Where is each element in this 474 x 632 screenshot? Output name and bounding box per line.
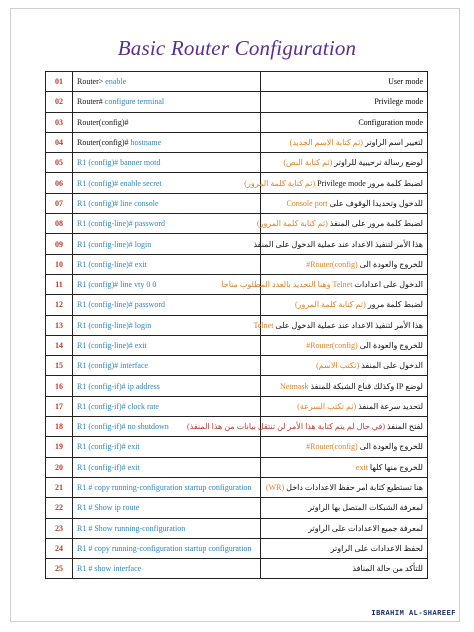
description-text: للخروج والعودة الى: [359, 442, 423, 452]
row-number: 18: [46, 417, 73, 437]
table-row: [46, 72, 428, 92]
description-note: (ثم كتابة النص): [283, 158, 333, 168]
command-prompt: R1 (config-line)#: [77, 320, 133, 330]
description-note: (تكتب الاسم): [316, 361, 360, 371]
table-row: [46, 315, 428, 335]
command-text: copy running-configuration startup configuration: [92, 483, 252, 493]
description-note: (ثم كتابة الاسم الجديد): [289, 138, 363, 148]
description-text: للخروج والعودة الى: [359, 341, 423, 350]
row-number: 17: [46, 396, 73, 416]
command-text: banner motd: [118, 158, 161, 168]
table-row: [46, 112, 428, 132]
description-note: (ثم كتابة كلمة المرور): [256, 219, 328, 229]
command-text: enable secret: [118, 178, 162, 188]
description-text: لضبط كلمة مرور: [367, 300, 423, 310]
command-cell: [73, 376, 261, 396]
description-cell: [256, 214, 428, 234]
command-text: exit: [125, 442, 140, 452]
command-prompt: R1 (config-line)#: [77, 239, 133, 249]
description-text: لتحديد سرعة المنفذ: [358, 401, 423, 411]
command-cell: [73, 193, 261, 213]
table-row: [46, 153, 428, 173]
row-number: 10: [46, 254, 73, 274]
command-prompt: R1 #: [77, 483, 93, 493]
command-text: no shutdown: [125, 422, 169, 432]
command-cell: [73, 173, 261, 193]
command-text: password: [132, 219, 165, 229]
description-cell: Configuration mode: [261, 112, 428, 132]
description-text: هنا تستطيع كتابة امر حفظ الاعدادات داخل: [286, 483, 423, 493]
command-prompt: R1 #: [77, 564, 93, 574]
description-note: (ثم كتابة كلمة المرور): [294, 300, 366, 310]
table-row: [46, 457, 428, 477]
command-prompt: R1 (config-line)#: [77, 300, 133, 310]
description-cell: Privilege mode: [261, 92, 428, 112]
table-row: [46, 274, 428, 294]
command-prompt: R1 (config-if)#: [77, 442, 126, 452]
description-cell: [261, 376, 428, 396]
command-cell: [73, 457, 261, 477]
description-note: (في حال لم يتم كتابة هذا الأمر لن تنتقل بيانات من هذا المنفذ): [187, 422, 385, 432]
description-cell: [244, 173, 428, 193]
command-table: [45, 71, 428, 579]
command-prompt: R1 #: [77, 543, 93, 553]
table-row: [46, 92, 428, 112]
table-row: [46, 254, 428, 274]
row-number: 20: [46, 457, 73, 477]
table-row: [46, 498, 428, 518]
command-prompt: R1 (config-if)#: [77, 462, 126, 472]
row-number: 14: [46, 335, 73, 355]
description-cell: [261, 457, 428, 477]
table-row: [46, 132, 428, 152]
description-text: للخروج والعودة الى: [359, 259, 423, 269]
command-prompt: R1 (config)#: [77, 158, 119, 168]
row-number: 21: [46, 477, 73, 497]
table-row: [46, 417, 428, 437]
description-cell: [253, 315, 428, 335]
command-prompt: R1 (config-line)#: [77, 259, 133, 269]
command-cell: [73, 234, 261, 254]
command-cell: [73, 396, 261, 416]
command-cell: [73, 214, 261, 234]
command-prompt: R1 (config-line)#: [77, 341, 133, 350]
command-text: password: [132, 300, 165, 310]
row-number: 01: [46, 72, 73, 92]
description-text: لوضع IP وكذلك قناع الشبكة للمنفذ: [310, 381, 423, 391]
page-title: Basic Router Configuration: [117, 36, 357, 60]
command-cell: [73, 132, 261, 152]
description-text: لوضع رسالة ترحيبية للراوتر: [334, 158, 423, 168]
command-cell: [73, 437, 261, 457]
command-text: login: [132, 239, 152, 249]
description-cell: [261, 295, 428, 315]
command-cell: [73, 335, 261, 355]
command-cell: [73, 295, 261, 315]
author-signature: IBRAHIM AL-SHAREEF: [371, 610, 456, 618]
description-note: (WR): [265, 483, 285, 493]
description-cell: [187, 417, 428, 437]
row-number: 02: [46, 92, 73, 112]
command-prompt: Router#: [77, 97, 103, 107]
description-note: (ثم كتابة كلمة المرور): [244, 178, 316, 188]
command-prompt: R1 (config)#: [77, 280, 119, 290]
description-cell: [261, 559, 428, 579]
description-cell: [261, 193, 428, 213]
description-note: Netmask: [280, 381, 309, 391]
description-cell: [261, 538, 428, 558]
row-number: 23: [46, 518, 73, 538]
command-prompt: R1 (config-if)#: [77, 422, 126, 432]
description-note: Router(config)#: [306, 442, 358, 452]
command-text: line vty 0 0: [118, 280, 157, 290]
row-number: 24: [46, 538, 73, 558]
row-number: 08: [46, 214, 73, 234]
command-cell: [73, 153, 261, 173]
command-prompt: Router(config)#: [77, 138, 129, 148]
row-number: 04: [46, 132, 73, 152]
command-cell: [73, 72, 261, 92]
command-prompt: R1 (config-line)#: [77, 219, 133, 229]
command-cell: [73, 559, 261, 579]
command-prompt: R1 (config-if)#: [77, 401, 126, 411]
row-number: 07: [46, 193, 73, 213]
description-cell: [261, 498, 428, 518]
command-cell: [73, 477, 261, 497]
table-row: [46, 477, 428, 497]
table-row: [46, 295, 428, 315]
command-cell: [73, 538, 261, 558]
description-text: لضبط كلمة مرور Privilege mode: [317, 178, 423, 188]
row-number: 19: [46, 437, 73, 457]
description-cell: User mode: [261, 72, 428, 92]
command-text: copy running-configuration startup configuration: [92, 543, 252, 553]
row-number: 12: [46, 295, 73, 315]
command-text: login: [132, 320, 152, 330]
command-text: Show running-configuration: [92, 523, 186, 533]
table-row: [46, 356, 428, 376]
description-text: الدخول على المنفذ: [361, 361, 423, 371]
description-cell: [253, 234, 428, 254]
description-text: لحفظ الاعدادات على الراوتر: [330, 543, 423, 553]
row-number: 09: [46, 234, 73, 254]
command-cell: [73, 498, 261, 518]
row-number: 16: [46, 376, 73, 396]
description-cell: [261, 437, 428, 457]
description-cell: [261, 518, 428, 538]
description-text: لضبط كلمة مرور على المنفذ: [329, 219, 423, 229]
table-row: [46, 437, 428, 457]
row-number: 05: [46, 153, 73, 173]
command-text: line console: [118, 198, 159, 208]
command-text: Show ip route: [92, 503, 140, 513]
description-note: Router(config)#: [306, 259, 358, 269]
description-text: هذا الأمر لتنفيذ الاعداد عند عملية الدخول على: [275, 320, 423, 330]
command-text: exit: [132, 341, 147, 350]
description-text: للدخول وتحديدا الوقوف على: [329, 198, 423, 208]
description-cell: [261, 254, 428, 274]
command-text: configure terminal: [102, 97, 165, 107]
command-cell: [73, 92, 261, 112]
description-cell: [261, 477, 428, 497]
table-row: [46, 518, 428, 538]
description-text: للخروج منها كلها: [369, 462, 423, 472]
command-cell: [73, 518, 261, 538]
command-text: interface: [118, 361, 149, 371]
description-cell: [261, 153, 428, 173]
command-text: enable: [103, 77, 127, 87]
description-text: لمعرفة الشبكات المتصل بها الراوتر: [308, 503, 423, 513]
description-cell: [261, 132, 428, 152]
command-text: exit: [132, 259, 147, 269]
table-row: [46, 193, 428, 213]
command-cell: [73, 112, 261, 132]
command-prompt: R1 (config)#: [77, 198, 119, 208]
table-row: [46, 234, 428, 254]
command-cell: [73, 315, 261, 335]
command-prompt: R1 (config)#: [77, 361, 119, 371]
table-row: [46, 559, 428, 579]
table-row: [46, 173, 428, 193]
command-prompt: Router>: [77, 77, 104, 87]
command-cell: [73, 356, 261, 376]
row-number: 03: [46, 112, 73, 132]
command-prompt: R1 (config-if)#: [77, 381, 126, 391]
description-text: للتأكد من حالة المنافذ: [352, 564, 423, 574]
command-text: hostname: [128, 138, 162, 148]
command-text: show interface: [92, 564, 142, 574]
description-cell: [261, 335, 428, 355]
description-note: Router(config)#: [306, 341, 358, 350]
command-prompt: R1 (config)#: [77, 178, 119, 188]
command-prompt: Router(config)#: [77, 117, 129, 127]
description-cell: [261, 396, 428, 416]
description-text: لفتح المنفذ: [386, 422, 423, 432]
description-note: Console port: [286, 198, 328, 208]
table-row: [46, 538, 428, 558]
description-cell: [221, 274, 428, 294]
table-row: [46, 214, 428, 234]
command-text: exit: [125, 462, 140, 472]
command-cell: [73, 254, 261, 274]
description-note: (ثم تكتب السرعة): [297, 401, 357, 411]
row-number: 25: [46, 559, 73, 579]
row-number: 11: [46, 274, 73, 294]
description-text: هذا الأمر لتنفيذ الاعداد عند عملية الدخول على المنفذ: [253, 239, 423, 249]
table-row: [46, 396, 428, 416]
row-number: 15: [46, 356, 73, 376]
table-row: [46, 335, 428, 355]
table-row: [46, 376, 428, 396]
command-text: clock rate: [125, 401, 159, 411]
description-text: لتغيير اسم الراوتر: [364, 138, 423, 148]
description-text: الدخول على اعدادات: [354, 280, 423, 290]
command-text: ip address: [125, 381, 160, 391]
row-number: 13: [46, 315, 73, 335]
description-note: exit: [355, 462, 368, 472]
row-number: 22: [46, 498, 73, 518]
command-prompt: R1 #: [77, 523, 93, 533]
description-note: Telnet وهنا التحديد بالعدد المطلوب متاحا: [221, 280, 353, 290]
description-note: Telnet: [253, 320, 274, 330]
description-text: لمعرفة جميع الاعدادات على الراوتر: [308, 523, 423, 533]
row-number: 06: [46, 173, 73, 193]
description-cell: [261, 356, 428, 376]
command-prompt: R1 #: [77, 503, 93, 513]
